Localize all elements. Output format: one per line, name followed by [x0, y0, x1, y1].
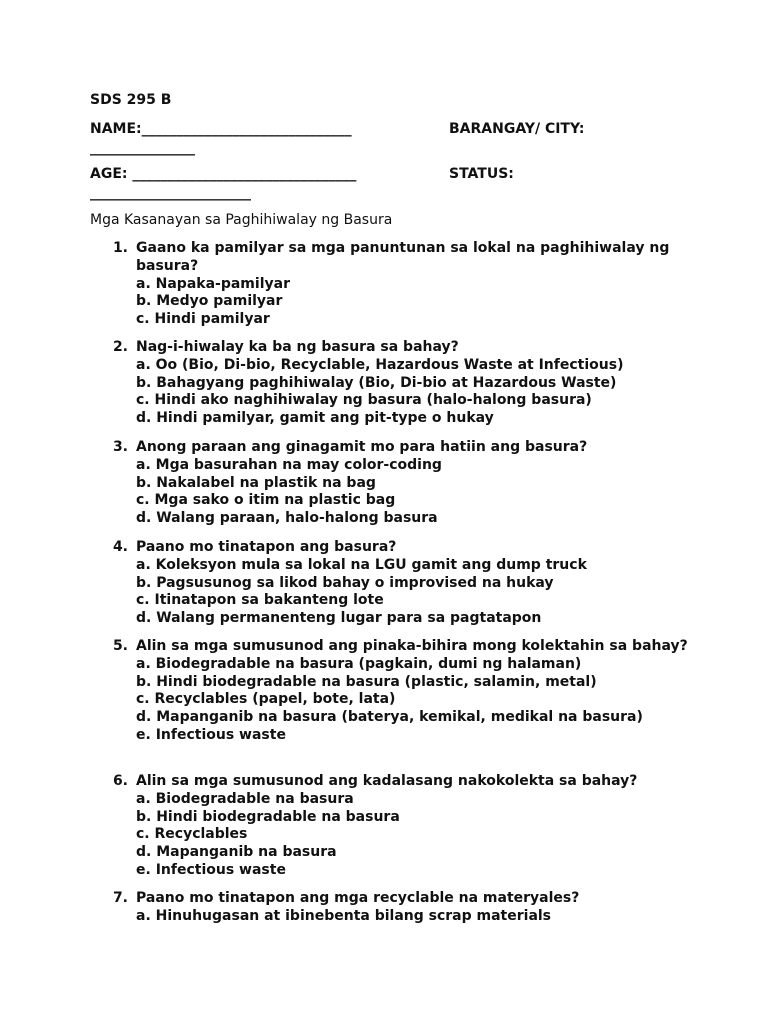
question-number: 7. [112, 890, 128, 906]
question-item [108, 240, 688, 329]
question-number: 2. [112, 339, 128, 355]
name-field-label: NAME:______________________________ [90, 121, 352, 137]
question-number: 1. [112, 240, 128, 256]
answer-option: a. Napaka-pamilyar [136, 275, 290, 292]
question-text: Anong paraan ang ginagamit mo para hatiin ang basura? [136, 439, 588, 455]
question-text: Alin sa mga sumusunod ang kadalasang nakokolekta sa bahay? [136, 773, 638, 789]
answer-option: a. Koleksyon mula sa lokal na LGU gamit ang dump truck [136, 556, 587, 573]
answer-option: d. Hindi pamilyar, gamit ang pit-type o hukay [136, 410, 494, 427]
status-field-label: STATUS: [449, 166, 514, 182]
question-number: 6. [112, 773, 128, 789]
question-item [108, 439, 688, 528]
answer-option: c. Itinatapon sa bakanteng lote [136, 592, 384, 609]
question-item [108, 638, 688, 745]
answer-option: d. Mapanganib na basura (baterya, kemikal, medikal na basura) [136, 709, 643, 726]
answer-option: d. Walang permanenteng lugar para sa pagtatapon [136, 610, 542, 627]
question-item [108, 773, 688, 880]
question-text: Gaano ka pamilyar sa mga panuntunan sa lokal na paghihiwalay ng basura? [136, 240, 670, 274]
question-number: 3. [112, 439, 128, 455]
answer-option: c. Mga sako o itim na plastic bag [136, 492, 396, 509]
answer-option: e. Infectious waste [136, 861, 286, 878]
answer-option: b. Bahagyang paghihiwalay (Bio, Di-bio at Hazardous Waste) [136, 374, 617, 391]
answer-option: c. Hindi pamilyar [136, 311, 270, 328]
answer-option: b. Hindi biodegradable na basura [136, 808, 400, 825]
question-text: Nag-i-hiwalay ka ba ng basura sa bahay? [136, 339, 459, 355]
age-field-label: AGE: ________________________________ [90, 166, 357, 182]
answer-option: d. Mapanganib na basura [136, 844, 337, 861]
answer-option: c. Recyclables [136, 826, 248, 843]
answer-option: a. Biodegradable na basura [136, 790, 354, 807]
form-code: SDS 295 B [90, 92, 172, 108]
question-text: Paano mo tinatapon ang mga recyclable na materyales? [136, 890, 580, 906]
question-number: 5. [112, 638, 128, 654]
section-title: Mga Kasanayan sa Paghihiwalay ng Basura [90, 212, 393, 228]
barangay-city-blank-line: _______________ [90, 140, 195, 156]
answer-option: e. Infectious waste [136, 726, 286, 743]
answer-option: b. Pagsusunog sa likod bahay o improvised na hukay [136, 574, 554, 591]
answer-option: c. Hindi ako naghihiwalay ng basura (halo-halong basura) [136, 392, 592, 409]
status-blank-line: _______________________ [90, 185, 251, 201]
answer-option: b. Hindi biodegradable na basura (plastic, salamin, metal) [136, 673, 597, 690]
question-text: Paano mo tinatapon ang basura? [136, 539, 397, 555]
answer-option: a. Oo (Bio, Di-bio, Recyclable, Hazardous Waste at Infectious) [136, 356, 624, 373]
question-item [108, 890, 688, 926]
answer-option: b. Medyo pamilyar [136, 293, 283, 310]
answer-option: b. Nakalabel na plastik na bag [136, 474, 376, 491]
question-number: 4. [112, 539, 128, 555]
barangay-city-field-label: BARANGAY/ CITY: [449, 121, 585, 137]
answer-option: d. Walang paraan, halo-halong basura [136, 510, 438, 527]
question-text: Alin sa mga sumusunod ang pinaka-bihira mong kolektahin sa bahay? [136, 638, 688, 654]
question-item [108, 339, 688, 428]
question-item [108, 539, 688, 628]
answer-option: a. Biodegradable na basura (pagkain, dumi ng halaman) [136, 655, 582, 672]
answer-option: a. Mga basurahan na may color-coding [136, 456, 442, 473]
answer-option: a. Hinuhugasan at ibinebenta bilang scrap materials [136, 907, 552, 924]
answer-option: c. Recyclables (papel, bote, lata) [136, 691, 396, 708]
